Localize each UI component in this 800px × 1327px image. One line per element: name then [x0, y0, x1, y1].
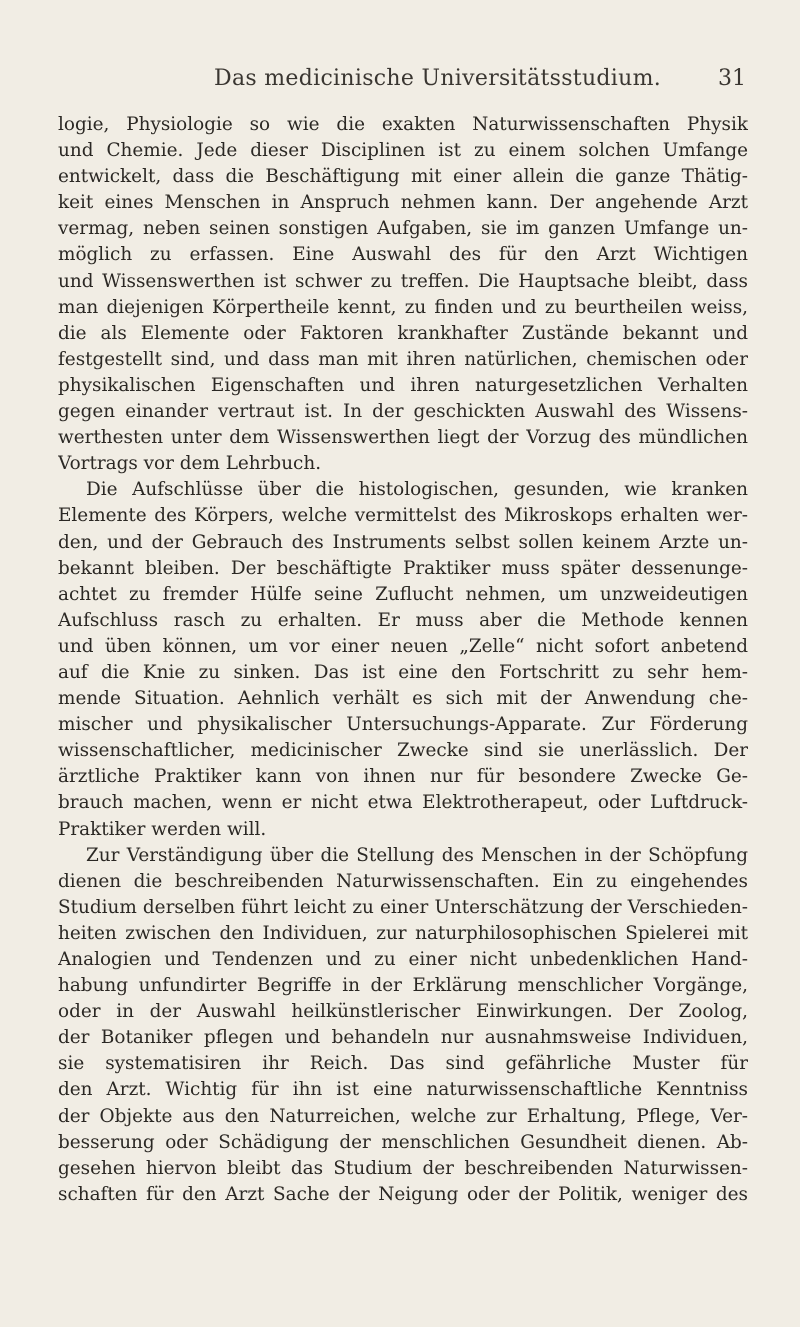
text-line: festgestellt sind, und dass man mit ihren natürlichen, chemischen oder: [58, 348, 748, 370]
text-line: Praktiker werden will.: [58, 818, 267, 840]
text-line: und üben können, um vor einer neuen „Zelle“ nicht sofort anbetend: [58, 635, 748, 657]
text-line: Vortrags vor dem Lehrbuch.: [58, 453, 322, 475]
body-text: [58, 112, 748, 1208]
running-title: Das medicinische Universitätsstudium.: [214, 66, 662, 91]
text-line: vermag, neben seinen sonstigen Aufgaben, sie im ganzen Umfange un-: [58, 218, 748, 240]
text-line: brauch machen, wenn er nicht etwa Elektrotherapeut, oder Luftdruck-: [58, 792, 748, 814]
text-line: ärztliche Praktiker kann von ihnen nur für besondere Zwecke Ge-: [58, 766, 748, 788]
text-line: gegen einander vertraut ist. In der geschickten Auswahl des Wissens-: [58, 401, 748, 423]
text-line: Elemente des Körpers, welche vermittelst des Mikroskops erhalten wer-: [58, 505, 748, 527]
text-line: dienen die beschreibenden Naturwissenschaften. Ein zu eingehendes: [58, 870, 748, 892]
text-line: werthesten unter dem Wissenswerthen liegt der Vorzug des mündlichen: [58, 427, 748, 449]
text-line: möglich zu erfassen. Eine Auswahl des für den Arzt Wichtigen: [58, 244, 748, 266]
text-line: wissenschaftlicher, medicinischer Zwecke sind sie unerlässlich. Der: [58, 740, 748, 762]
text-line: und Wissenswerthen ist schwer zu treffen. Die Hauptsache bleibt, dass: [58, 270, 748, 292]
text-line: Zur Verständigung über die Stellung des Menschen in der Schöpfung: [86, 844, 748, 866]
text-line: den, und der Gebrauch des Instruments selbst sollen keinem Arzte un-: [58, 531, 748, 553]
text-line: auf die Knie zu sinken. Das ist eine den Fortschritt zu sehr hem-: [58, 661, 748, 683]
text-line: Analogien und Tendenzen und zu einer nicht unbedenklichen Hand-: [58, 949, 748, 970]
text-line: bekannt bleiben. Der beschäftigte Praktiker muss später dessenunge-: [58, 557, 748, 579]
text-line: Studium derselben führt leicht zu einer Unterschätzung der Verschieden-: [58, 896, 748, 918]
text-line: physikalischen Eigenschaften und ihren naturgesetzlichen Verhalten: [58, 374, 748, 396]
text-line: der Objekte aus den Naturreichen, welche zur Erhaltung, Pflege, Ver-: [58, 1105, 748, 1127]
text-line: keit eines Menschen in Anspruch nehmen kann. Der angehende Arzt: [58, 192, 748, 214]
text-line: sie systematisiren ihr Reich. Das sind gefährliche Muster für: [58, 1053, 748, 1075]
running-head: [0, 66, 800, 102]
text-line: mende Situation. Aehnlich verhält es sich mit der Anwendung che-: [58, 688, 748, 710]
text-line: der Botaniker pflegen und behandeln nur ausnahmsweise Individuen,: [58, 1027, 748, 1049]
text-line: Aufschluss rasch zu erhalten. Er muss aber die Methode kennen: [58, 609, 748, 631]
text-line: den Arzt. Wichtig für ihn ist eine naturwissenschaftliche Kenntniss: [58, 1079, 748, 1101]
text-line: man diejenigen Körpertheile kennt, zu finden und zu beurtheilen weiss,: [58, 296, 748, 318]
text-line: schaften für den Arzt Sache der Neigung oder der Politik, weniger des: [58, 1183, 748, 1205]
text-line: logie, Physiologie so wie die exakten Naturwissenschaften Physik: [58, 114, 748, 135]
text-line: entwickelt, dass die Beschäftigung mit einer allein die ganze Thätig-: [58, 166, 748, 188]
text-line: habung unfundirter Begriffe in der Erklärung menschlicher Vorgänge,: [58, 975, 748, 997]
text-line: und Chemie. Jede dieser Disciplinen ist zu einem solchen Umfange: [58, 140, 748, 162]
text-line: oder in der Auswahl heilkünstlerischer Einwirkungen. Der Zoolog,: [58, 1001, 748, 1023]
text-line: besserung oder Schädigung der menschlichen Gesundheit dienen. Ab-: [58, 1131, 748, 1153]
text-line: Die Aufschlüsse über die histologischen, gesunden, wie kranken: [86, 479, 748, 501]
text-line: gesehen hiervon bleibt das Studium der beschreibenden Naturwissen-: [58, 1157, 748, 1179]
text-line: achtet zu fremder Hülfe seine Zuflucht nehmen, um unzweideutigen: [58, 583, 748, 605]
text-line: mischer und physikalischer Untersuchungs-Apparate. Zur Förderung: [58, 714, 748, 736]
text-line: die als Elemente oder Faktoren krankhafter Zustände bekannt und: [58, 322, 748, 344]
page-number: 31: [718, 66, 746, 91]
text-line: heiten zwischen den Individuen, zur naturphilosophischen Spielerei mit: [58, 922, 748, 944]
